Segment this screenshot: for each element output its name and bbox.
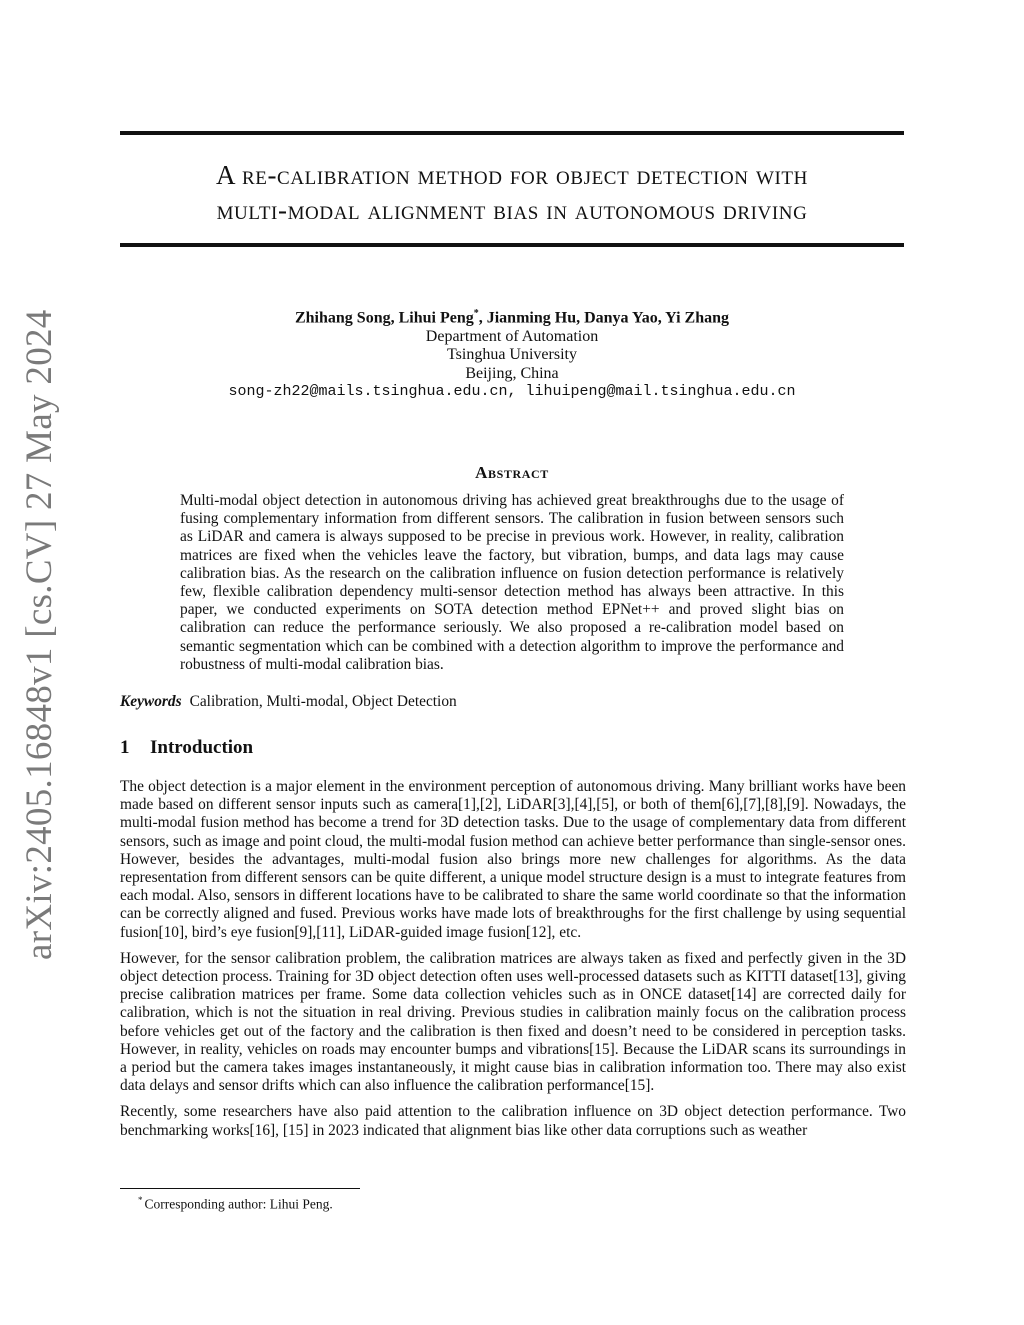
section-title: Introduction <box>150 737 254 758</box>
paragraph: Recently, some researchers have also paid attention to the calibration influence on 3D object detection performance. Two benchmarking works[16], [15] in 2023 indicated that alignment bias like other data corruptions such as weather <box>120 1103 906 1139</box>
title-bottom-rule <box>120 243 904 247</box>
section-number: 1 <box>120 737 130 758</box>
paragraph: The object detection is a major element in the environment perception of autonomous driving. Many brilliant works have been made based on different sensor inputs such as camera[1],[2], LiDAR[3],[4],[5], or both of them[6],[7],[8],[9]. Nowadays, the multi-modal fusion method has become a trend for 3D detection tasks. Due to the usage of complementary data from different sensors, such as image and point cloud, the multi-modal fusion method can achieve better performance than single-sensor ones. However, besides the advantages, multi-modal fusion also brings more new challenges for algorithms. As the data representation from different sensors can be quite different, a unique model structure design is a must to integrate features from each modal. Also, sensors in different locations have to be calibrated to share the same world coordinate so that the information can be correctly aligned and fused. Previous works have made lots of breakthroughs for the first challenge by using sequential fusion[10], bird’s eye fusion[9],[11], LiDAR-guided image fusion[12], etc. <box>120 778 906 941</box>
author-names <box>120 305 904 328</box>
author-university: Tsinghua University <box>447 346 577 364</box>
author-location: Beijing, China <box>465 364 559 382</box>
title-top-rule <box>120 131 904 135</box>
paper-title-line-2: multi-modal alignment bias in autonomous driving <box>216 195 808 225</box>
footnote <box>138 1192 738 1213</box>
abstract-heading: Abstract <box>475 463 549 482</box>
corresponding-author-mark: * <box>473 308 479 319</box>
arxiv-identifier-stamp: arXiv:2405.16848v1 [cs.CV] 27 May 2024 <box>19 309 60 960</box>
author-names-first: Zhihang Song, Lihui Peng <box>294 309 474 327</box>
paper-title <box>120 158 904 228</box>
introduction-body <box>120 778 906 1148</box>
author-department: Department of Automation <box>425 327 599 345</box>
author-emails: song-zh22@mails.tsinghua.edu.cn, lihuipeng@mail.tsinghua.edu.cn <box>228 383 796 401</box>
paper-title-line-1: A re-calibration method for object detection with <box>216 160 808 190</box>
keywords-label: Keywords <box>120 693 182 710</box>
abstract-text: Multi-modal object detection in autonomous driving has achieved great breakthroughs due to the usage of fusing complementary information from different sensors. The calibration in fusion between sensors such as LiDAR and camera is always supposed to be precise in previous work. However, in reality, calibration matrices are fixed when the vehicles leave the factory, but vibration, bumps, and data lags may cause calibration bias. As the research on the calibration influence on fusion detection performance is relatively few, flexible calibration dependency multi-sensor detection method has always been attractive. In this paper, we conducted experiments on SOTA detection method EPNet++ and proved slight bias on calibration can reduce the performance seriously. We also proposed a re-calibration model based on semantic segmentation which can be combined with a detection algorithm to improve the performance and robustness of multi-modal calibration bias. <box>180 492 844 673</box>
keywords-text: Calibration, Multi-modal, Object Detection <box>189 693 457 710</box>
author-block <box>120 305 904 402</box>
author-names-rest: , Jianming Hu, Danya Yao, Yi Zhang <box>478 309 730 327</box>
section-heading-introduction <box>120 737 904 759</box>
keywords-line <box>120 693 904 711</box>
footnote-mark: * <box>138 1195 143 1205</box>
footnote-text: Corresponding author: Lihui Peng. <box>144 1196 333 1212</box>
paragraph: However, for the sensor calibration problem, the calibration matrices are always taken as fixed and perfectly given in the 3D object detection process. Training for 3D object detection often uses well-processed datasets such as KITTI dataset[13], giving precise calibration matrices per frame. Some data collection vehicles such as in ONCE dataset[14] are corrected daily for calibration, which is not the situation in real driving. Previous studies in calibration mainly focus on the calibration process before vehicles get out of the factory and the calibration is then fixed and doesn’t need to be considered in perception tasks. However, in reality, vehicles on roads may encounter bumps and vibrations[15]. Because the LiDAR scans its surroundings in a period but the camera takes images instantaneously, it might cause bias in calibration information too. There may also exist data delays and sensor drifts which can also influence the calibration performance[15]. <box>120 949 906 1095</box>
footnote-rule <box>120 1188 360 1189</box>
